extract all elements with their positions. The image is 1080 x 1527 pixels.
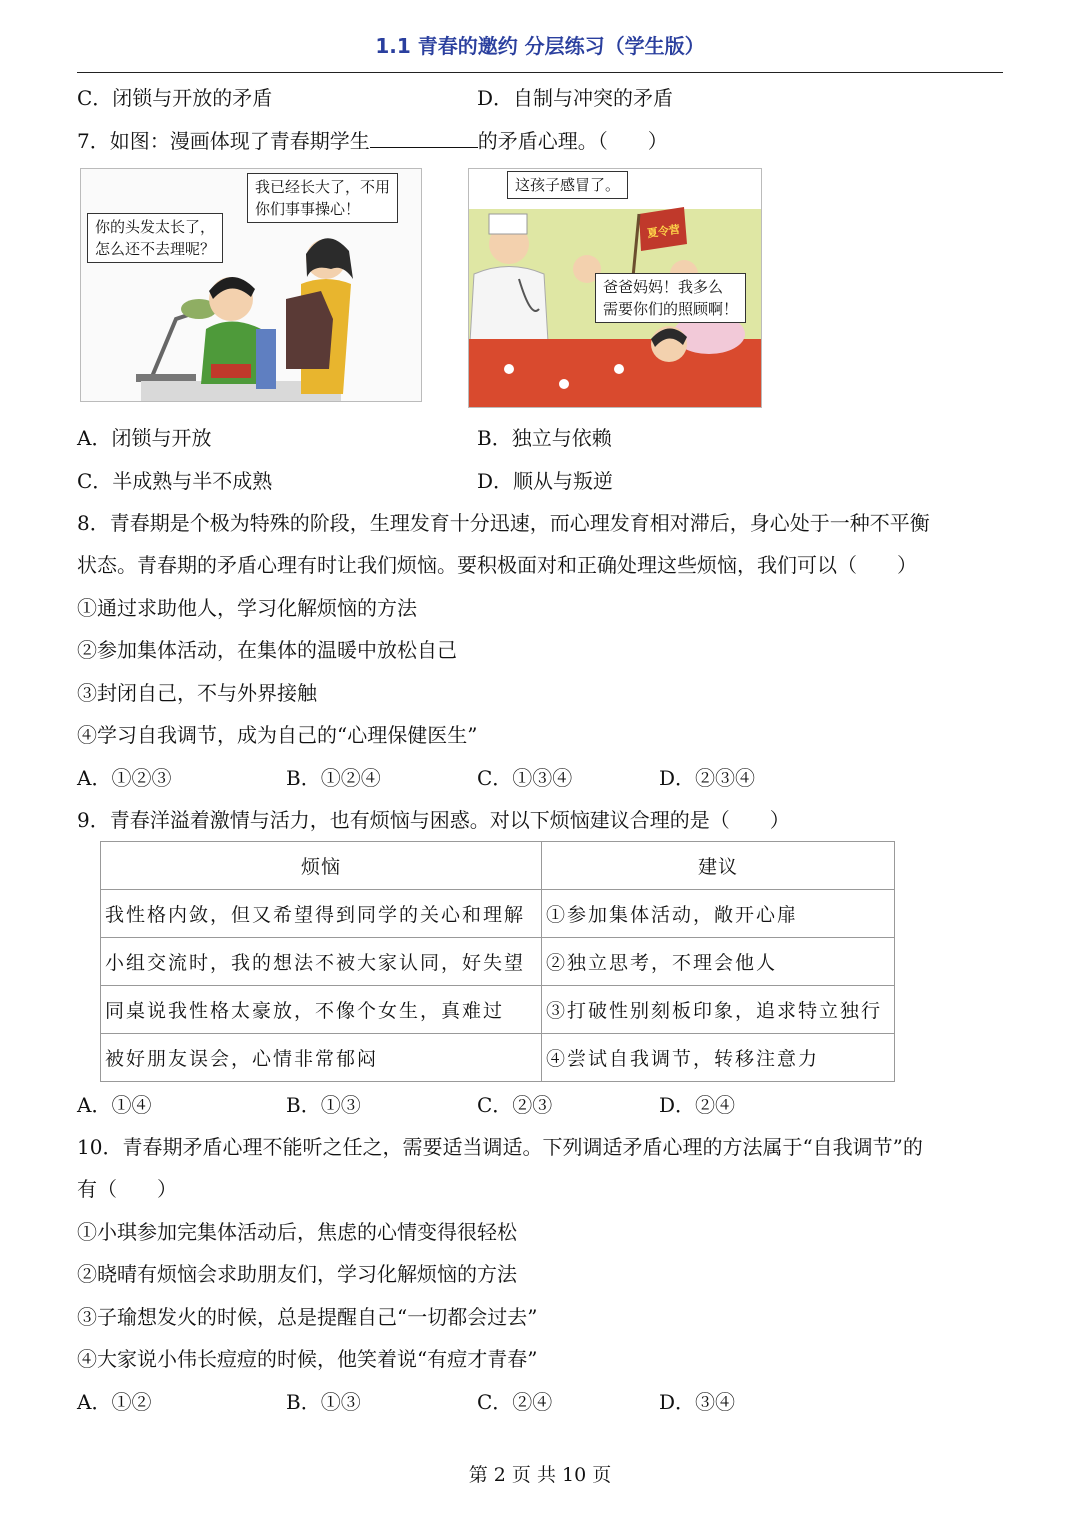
- q9-advice-cell: ③打破性别刻板印象，追求特立独行: [542, 986, 895, 1034]
- q8-stem-line-2: 状态。青春期的矛盾心理有时让我们烦恼。要积极面对和正确处理这些烦恼，我们可以（ ）: [77, 553, 917, 577]
- q8-option-b: B．①②④: [286, 766, 381, 790]
- flag-label: 夏令营: [646, 222, 681, 241]
- q10-option-b: B．①③: [286, 1390, 361, 1414]
- q8-item-1: ①通过求助他人，学习化解烦恼的方法: [77, 596, 417, 620]
- q8-item-4: ④学习自我调节，成为自己的“心理保健医生”: [77, 723, 478, 747]
- table-row: [101, 986, 895, 1034]
- q9-header-advice: 建议: [542, 842, 895, 890]
- bubble-parent: [87, 213, 223, 263]
- q7-stem-before: 7．如图：漫画体现了青春期学生: [77, 129, 370, 153]
- q9-worry-cell: 被好朋友误会，心情非常郁闷: [101, 1034, 542, 1082]
- q7-option-b: B．独立与依赖: [477, 426, 612, 450]
- bubble-teen: [247, 173, 398, 223]
- q9-worry-cell: 同桌说我性格太豪放，不像个女生，真难过: [101, 986, 542, 1034]
- q10-item-4: ④大家说小伟长痘痘的时候，他笑着说“有痘才青春”: [77, 1347, 538, 1371]
- q7-option-a: A．闭锁与开放: [77, 426, 212, 450]
- q10-item-2: ②晓晴有烦恼会求助朋友们，学习化解烦恼的方法: [77, 1262, 517, 1286]
- q10-item-3: ③子瑜想发火的时候，总是提醒自己“一切都会过去”: [77, 1305, 538, 1329]
- bubble-doctor: [507, 171, 628, 199]
- title-divider: [77, 72, 1003, 73]
- q7-answer-blank: [370, 127, 478, 148]
- q9-advice-cell: ①参加集体活动，敞开心扉: [542, 890, 895, 938]
- q9-table: [100, 841, 895, 1082]
- table-row: [101, 938, 895, 986]
- q10-option-a: A．①②: [77, 1390, 152, 1414]
- q7-stem: [77, 127, 668, 155]
- q9-option-c: C．②③: [477, 1093, 553, 1117]
- q9-table-header: [101, 842, 895, 890]
- q10-option-c: C．②④: [477, 1390, 553, 1414]
- bubble-teen-line-1: 我已经长大了，不用: [255, 178, 391, 196]
- q9-option-b: B．①③: [286, 1093, 361, 1117]
- q8-stem-line-1: 8．青春期是个极为特殊的阶段，生理发育十分迅速，而心理发育相对滞后，身心处于一种不平衡: [77, 511, 930, 535]
- q6-option-c: C．闭锁与开放的矛盾: [77, 86, 273, 110]
- q9-option-a: A．①④: [77, 1093, 152, 1117]
- bubble-parent-line-2: 怎么还不去理呢？: [95, 240, 216, 258]
- q10-option-d: D．③④: [659, 1390, 736, 1414]
- q9-worry-cell: 我性格内敛，但又希望得到同学的关心和理解: [101, 890, 542, 938]
- q8-option-d: D．②③④: [659, 766, 756, 790]
- q8-item-3: ③封闭自己，不与外界接触: [77, 681, 317, 705]
- q9-advice-cell: ④尝试自我调节，转移注意力: [542, 1034, 895, 1082]
- q7-stem-after: 的矛盾心理。（ ）: [477, 129, 668, 153]
- comic-right: [468, 168, 762, 408]
- q9-advice-cell: ②独立思考，不理会他人: [542, 938, 895, 986]
- bubble-teen-line-2: 你们事事操心！: [255, 200, 361, 218]
- table-row: [101, 1034, 895, 1082]
- q10-item-1: ①小琪参加完集体活动后，焦虑的心情变得很轻松: [77, 1220, 517, 1244]
- q8-item-2: ②参加集体活动，在集体的温暖中放松自己: [77, 638, 457, 662]
- bubble-doctor-line: 这孩子感冒了。: [515, 176, 621, 194]
- q8-option-c: C．①③④: [477, 766, 573, 790]
- bubble-child-line-1: 爸爸妈妈！我多么: [603, 278, 724, 296]
- q7-option-d: D．顺从与叛逆: [477, 469, 614, 493]
- q9-option-d: D．②④: [659, 1093, 736, 1117]
- q8-option-a: A．①②③: [77, 766, 172, 790]
- q6-option-d: D．自制与冲突的矛盾: [477, 86, 674, 110]
- q9-header-worry: 烦恼: [101, 842, 542, 890]
- table-row: [101, 890, 895, 938]
- bubble-child: [595, 273, 746, 323]
- q10-stem-line-2: 有（ ）: [77, 1177, 177, 1201]
- page-footer: 第 2 页 共 10 页: [468, 1464, 612, 1486]
- q9-worry-cell: 小组交流时，我的想法不被大家认同，好失望: [101, 938, 542, 986]
- bubble-parent-line-1: 你的头发太长了，: [95, 218, 216, 236]
- q10-stem-line-1: 10．青春期矛盾心理不能听之任之，需要适当调适。下列调适矛盾心理的方法属于“自我调节”的: [77, 1135, 923, 1159]
- q9-stem: 9．青春洋溢着激情与活力，也有烦恼与困惑。对以下烦恼建议合理的是（ ）: [77, 808, 790, 832]
- comic-left: [80, 168, 422, 402]
- bubble-child-line-2: 需要你们的照顾啊！: [603, 300, 739, 318]
- page-title: 1.1 青春的邀约 分层练习（学生版）: [375, 34, 705, 58]
- q7-option-c: C．半成熟与半不成熟: [77, 469, 273, 493]
